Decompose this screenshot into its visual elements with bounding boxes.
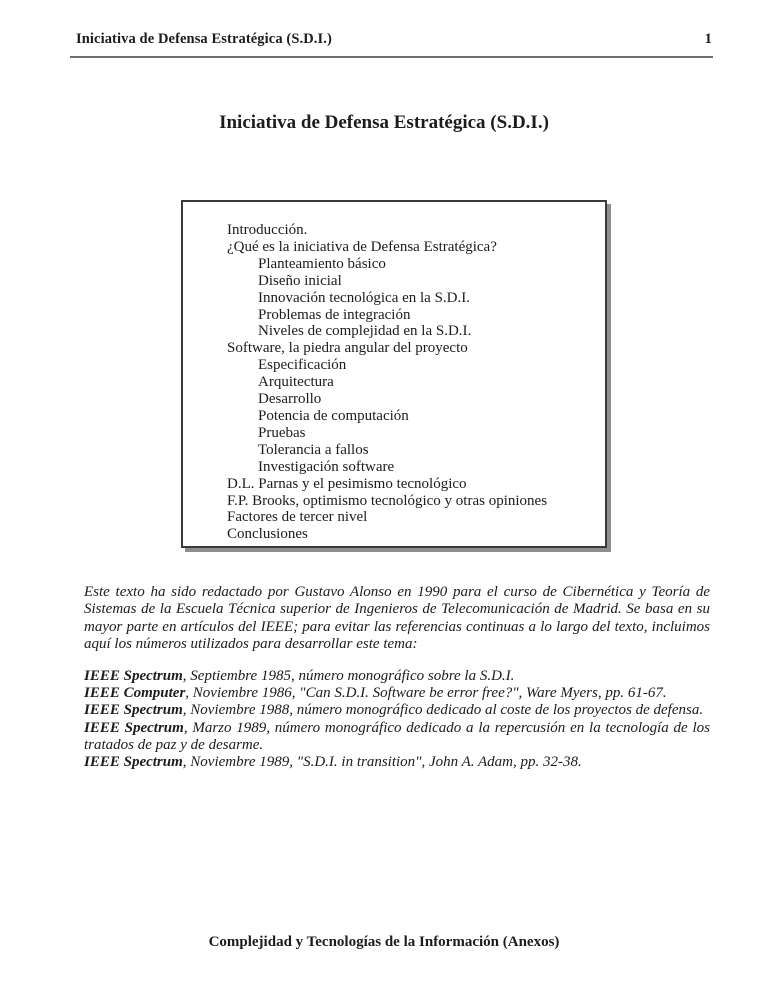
toc-item: Desarrollo: [258, 391, 322, 408]
toc-item: Tolerancia a fallos: [258, 441, 369, 458]
reference-item: [84, 702, 710, 719]
reference-source: IEEE Spectrum: [84, 668, 183, 684]
table-of-contents-box: [181, 200, 607, 548]
reference-detail: , Septiembre 1985, número monográfico sobre la S.D.I.: [182, 668, 515, 684]
running-header: [76, 31, 712, 48]
reference-detail: , Noviembre 1986, "Can S.D.I. Software be error free?", Ware Myers, pp. 61-67.: [185, 685, 667, 702]
toc-item: Arquitectura: [258, 374, 334, 391]
reference-source: IEEE Spectrum: [84, 719, 184, 736]
toc-item: Conclusiones: [227, 526, 308, 543]
reference-detail: , Noviembre 1988, número monográfico dedicado al coste de los proyectos de defensa.: [182, 702, 704, 719]
page-title: Iniciativa de Defensa Estratégica (S.D.I.): [219, 112, 549, 133]
intro-paragraph: Este texto ha sido redactado por Gustavo Alonso en 1990 para el curso de Cibernética y Teoría de Sistemas de la Escuela Técnica superior de Ingenieros de Telecomunicación de Madrid. Se basa en su mayor parte en artículos del IEEE; para evitar las referencias continuas a lo largo del texto, incluimos aquí los números utilizados para desarrollar este tema:: [84, 584, 710, 653]
toc-item: Planteamiento básico: [258, 255, 386, 272]
toc-item: Problemas de integración: [258, 306, 411, 323]
page-number: 1: [704, 31, 712, 47]
toc-item: ¿Qué es la iniciativa de Defensa Estratégica?: [227, 238, 497, 255]
toc-item: Niveles de complejidad en la S.D.I.: [258, 323, 472, 340]
reference-list: [84, 668, 710, 771]
reference-item: [84, 720, 710, 754]
header-rule: [70, 56, 713, 58]
toc-item: Software, la piedra angular del proyecto: [227, 340, 468, 357]
toc-item: Especificación: [258, 357, 347, 374]
toc-item: Potencia de computación: [258, 407, 409, 424]
toc-item: D.L. Parnas y el pesimismo tecnológico: [227, 475, 467, 492]
toc-item: Pruebas: [258, 424, 306, 441]
toc-item: Investigación software: [258, 458, 395, 475]
running-header-title: Iniciativa de Defensa Estratégica (S.D.I.): [76, 31, 332, 47]
toc-item: Innovación tecnológica en la S.D.I.: [258, 289, 471, 306]
reference-source: IEEE Spectrum: [84, 754, 183, 771]
reference-item: [84, 685, 710, 702]
toc-item: Factores de tercer nivel: [227, 509, 368, 526]
reference-item: [84, 754, 710, 771]
reference-item: [84, 668, 710, 685]
toc-item: F.P. Brooks, optimismo tecnológico y otras opiniones: [227, 492, 548, 509]
reference-source: IEEE Computer: [84, 685, 186, 702]
reference-detail: , Marzo 1989, número monográfico dedicado a la repercusión en la tecnología de los tratados de paz y de desarme.: [84, 719, 710, 753]
toc-item: Diseño inicial: [258, 272, 342, 289]
toc-item: Introducción.: [227, 222, 308, 238]
reference-source: IEEE Spectrum: [84, 702, 183, 719]
running-footer: Complejidad y Tecnologías de la Información (Anexos): [208, 934, 560, 950]
reference-detail: , Noviembre 1989, "S.D.I. in transition", John A. Adam, pp. 32-38.: [182, 754, 582, 771]
